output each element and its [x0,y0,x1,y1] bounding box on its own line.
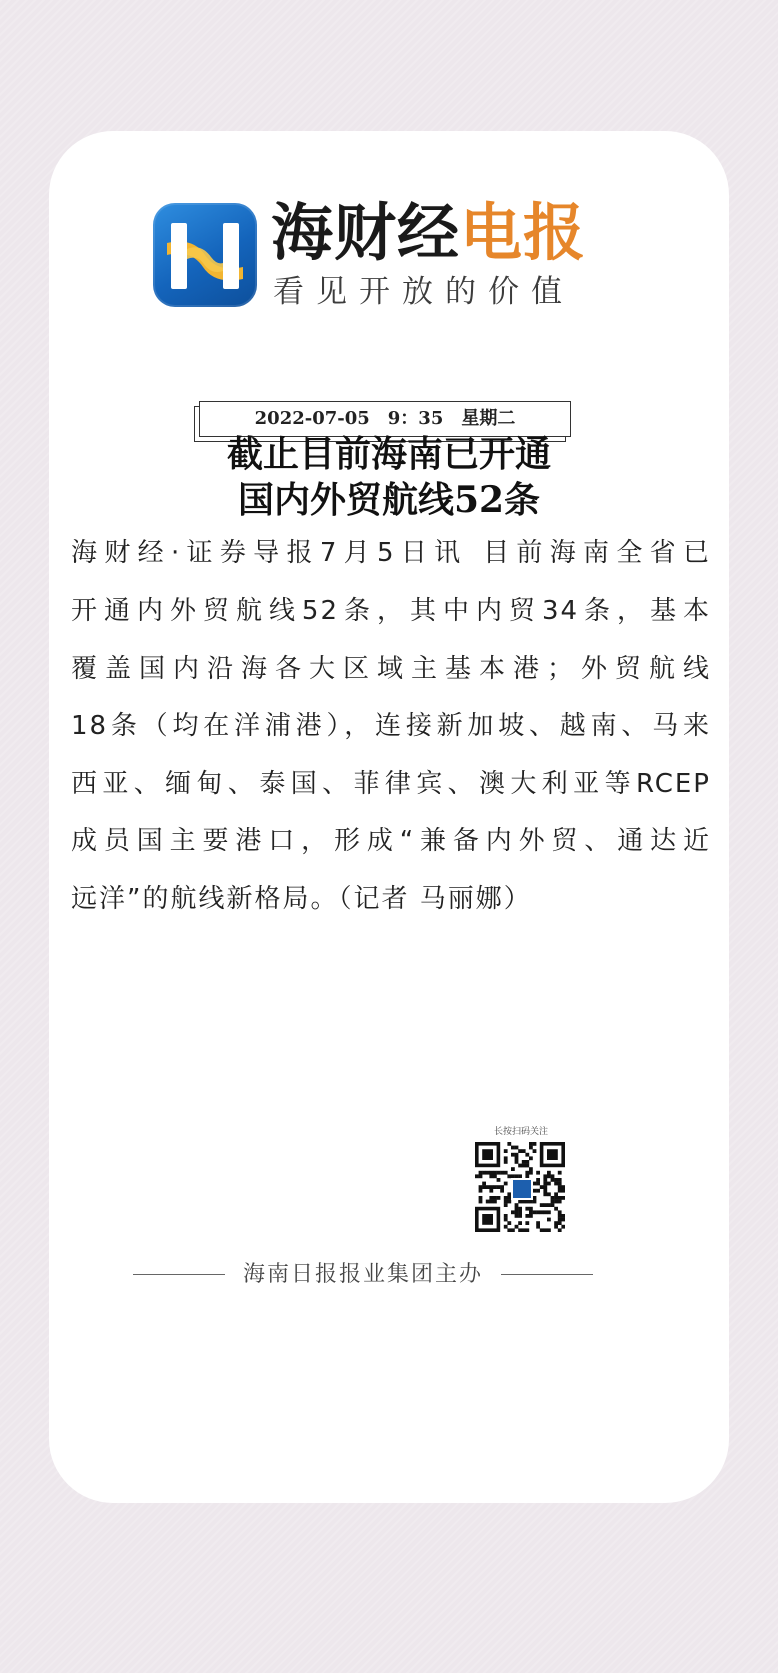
body-line: 开通内外贸航线52条，其中内贸34条，基本 [71,596,711,626]
body-line: 远洋”的航线新格局。（记者 马丽娜） [71,884,532,914]
brand-name-part2: 电报 [460,196,587,269]
poster-card [49,131,729,1503]
brand-name-part1: 海财经 [271,196,461,269]
body-line: 西亚、缅甸、泰国、菲律宾、澳大利亚等RCEP [71,769,711,799]
headline-line-1: 截止目前海南已开通 [226,433,551,475]
h-logo-icon [153,203,257,307]
datetime-text: 2022-07-05 9：35 星期二 [199,401,571,437]
footer-divider-left [133,1274,225,1275]
footer [49,1255,729,1295]
brand-slogan: 看见开放的价值 [273,274,574,310]
body-line: 18条（均在洋浦港），连接新加坡、越南、马来 [71,711,711,741]
body-line: 覆盖国内沿海各大区域主基本港；外贸航线 [71,654,711,684]
body-line: 成员国主要港口，形成“兼备内外贸、通达近 [71,826,711,856]
brand-logo [153,196,587,315]
qr-center-logo-icon [511,1178,533,1200]
footer-divider-right [501,1274,593,1275]
qr-code-icon[interactable] [475,1142,565,1232]
brand-name [271,197,586,269]
footer-organizer: 海南日报报业集团主办 [242,1262,483,1287]
qr-caption: 长按扫码关注 [493,1127,548,1137]
body-line: 海财经·证券导报7月5日讯 目前海南全省已 [71,538,711,568]
headline-line-2: 国内外贸航线52条 [237,479,541,521]
